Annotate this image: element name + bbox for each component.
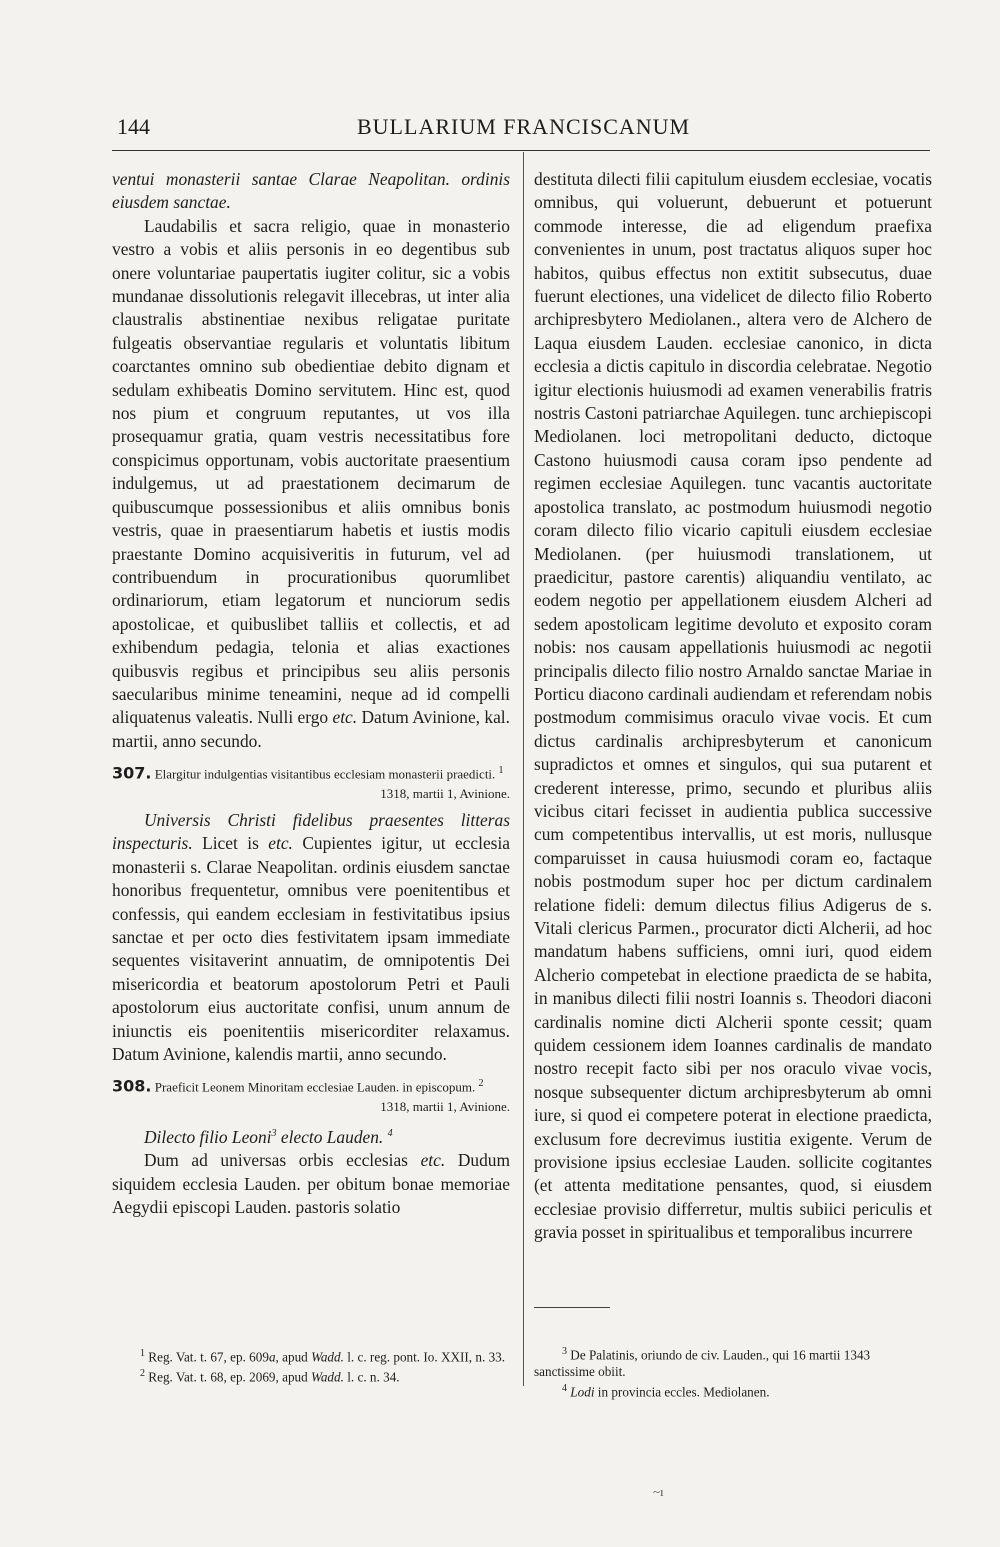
entry-308-heading: 308. Praeficit Leonem Minoritam ecclesiae Lauden. in episcopum. $^2$ — [112, 1076, 484, 1096]
entry-number: 307. — [112, 763, 152, 783]
header-rule — [112, 150, 930, 151]
entry-date: 1318, martii 1, Avinione. — [380, 785, 510, 801]
footnote: $^2$ Reg. Vat. t. 68, ep. 2069, apud Wadd. l. c. n. 34. — [140, 1368, 400, 1385]
entry-307-heading: 307. Elargitur indulgentias visitantibus ecclesiam monasterii praedicti. $^1$ — [112, 763, 504, 783]
footnotes-right — [534, 1343, 932, 1401]
footnote-rule — [534, 1307, 610, 1308]
running-title: BULLARIUM FRANCISCANUM — [357, 114, 691, 139]
footnotes-left — [112, 1345, 512, 1386]
scribble-mark: ~ı — [653, 1484, 664, 1499]
footnote: $^3$ De Palatinis, oriundo de civ. Lauden., qui 16 martii 1343 sanctissime obiit. — [534, 1346, 871, 1380]
entry-date: 1318, martii 1, Avinione. — [380, 1099, 510, 1115]
right-column — [534, 168, 932, 1245]
continuation-address: ventui monasterii santae Clarae Neapolitan. ordinis eiusdem sanctae. — [112, 169, 510, 213]
address-line: Dilecto filio Leoni$^3$ electo Lauden. $^4$ — [144, 1127, 393, 1148]
footnote-ref: 1 — [498, 765, 504, 777]
page-header — [117, 114, 697, 146]
footnote: $^4$ Lodi in provincia eccles. Mediolanen. — [562, 1383, 770, 1400]
paragraph: destituta dilecti filii capitulum eiusdem ecclesiae, vocatis omnibus, qui voluerunt, debuerunt et potuerunt commode interesse, die ad eligendum praefixa convenientes in unum, post tractatus aliquos super hoc habitos, quibus effectus non extitit subsecutus, duae fuerunt electiones, una videlicet de dilecto filio Roberto archipresbytero Mediolanen., altera vero de Alchero de Laqua eiusdem Lauden. ecclesiae canonico, in dicta ecclesia a dictis capitulo in discordia celebratae. Negotio igitur electionis huiusmodi ad examen venerabilis fratris nostris Castoni patriarchae Aquilegen. tunc archiepiscopi Mediolanen. loci metropolitani deducto, dictoque Castono huiusmodi causa coram ipso pendente ad regimen ecclesiae Aquilegen. tunc vacantis auctoritate apostolica translato, ac postmodum huiusmodi negotio coram dilecto filio vicario capituli eiusdem ecclesiae Mediolanen. (per huiusmodi translationem, ut praedicitur, pastore carentis) aliquandiu ventilato, ac eodem negotio per appellationem eiusdem Alcheri ad sedem apostolicam legitime devoluto et exposito coram nobis: nos causam appellationis huiusmodi ac negotii principalis dilecto filio nostro Arnaldo sanctae Mariae in Porticu diacono cardinali audiendam et referendam nobis postmodum commisimus oraculo vivae vocis. Et cum dictus cardinalis archipresbyterum et canonicum supradictos et omnes et singulos, qui sua putarent et crederent interesse, primo, secundo et pluribus aliis vicibus citari fecisset in audientia publica successive cum competentibus intervallis, ut est moris, nullusque comparuisset in causa huiusmodi coram eo, factaque nobis postmodum super hoc per dictum cardinalem relatione fideli: demum dilectus filius Adigerus de s. Vitali clericus Parmen., procurator dicti Alcherii, ad hoc mandatum habens sufficiens, omni iuri, quod eidem Alcherio competebat in electione praedicta de se habita, in manibus dilecti filii nostri Ioannis s. Theodori diaconi cardinalis nomine dicti Alcherii sponte cessit; quam quidem cessionem idem Ioannes cardinalis de mandato nostro recepit facto sibi per nos oraculo vivae vocis, nosque subsequenter dictum archipresbyterum ab omni iure, si quod ei competere poterat in electione praedicta, exclusum fore decrevimus iustitia exigente. Verum de provisione ipsius ecclesiae Lauden. sollicite cogitantes (et attenta meditatione pensantes, quod, si eiusdem ecclesiae provisio differretur, multis subiici periculis et gravia posset in spiritualibus et temporalibus incurrere — [534, 169, 932, 1243]
paragraph: Dum ad universas orbis ecclesias etc. Dudum siquidem ecclesia Lauden. per obitum bonae memoriae Aegydii episcopi Lauden. pastoris solatio — [112, 1150, 510, 1218]
paragraph: Laudabilis et sacra religio, quae in monasterio vestro a vobis et aliis personis in eo degentibus sub onere voluntariae paupertatis iugiter colitur, sic a vobis mundanae dissolutionis relegavit illecebras, ut inter alia claustralis abstinentiae nexibus religatae puritate fulgeatis observantiae regularis et voluntatis libitum coarctantes omnino sub obedientiae debito dignam et sedulam exhibeatis Domino servitutem. Hinc est, quod nos pium et congruum reputantes, ut vos illa prosequamur gratia, quam vestris necessitatibus fore conspicimus opportunam, vobis auctoritate praesentium indulgemus, ut ad praestationem decimarum de quibuscumque possessionibus et aliis omnibus bonis vestris, quae in praesentiarum habetis et iustis modis praestante Domino acquisiveritis in futurum, vel ad contribuendum in procurationibus quorumlibet ordinariorum, etiam legatorum et nunciorum sedis apostolicae, et quibuslibet talliis et collectis, et ad exhibendum pedagia, telonia et alias exactiones quibusvis regibus et principibus seu aliis personis saecularibus minime teneamini, neque ad id compelli aliquatenus valeatis. Nulli ergo etc. Datum Avinione, kal. martii, anno secundo. — [112, 215, 510, 751]
paragraph: Universis Christi fidelibus praesentes litteras inspecturis. Licet is etc. Cupientes igitur, ut ecclesia monasterii s. Clarae Neapolitan. ordinis eiusdem sanctae honoribus frequentetur, omnibus vere poenitentibus et confessis, qui eandem ecclesiam in festivitatibus ipsius sanctae et per octo dies festivitatem ipsam immediate sequentes visitaverint annuatim, de omnipotentis Dei misericordia et beatorum apostolorum Petri et Pauli apostolorum eius auctoritate confisi, unum annum de iniunctis eis poenitentiis misericorditer relaxamus. Datum Avinione, kalendis martii, anno secundo. — [112, 809, 510, 1065]
left-column — [112, 168, 510, 1220]
entry-number: 308. — [112, 1076, 152, 1096]
footnote-ref: 2 — [478, 1078, 484, 1090]
page-number: 144 — [117, 114, 150, 139]
column-divider — [523, 152, 524, 1386]
footnote: $^1$ Reg. Vat. t. 67, ep. 609a, apud Wadd. l. c. reg. pont. Io. XXII, n. 33. — [140, 1348, 506, 1365]
